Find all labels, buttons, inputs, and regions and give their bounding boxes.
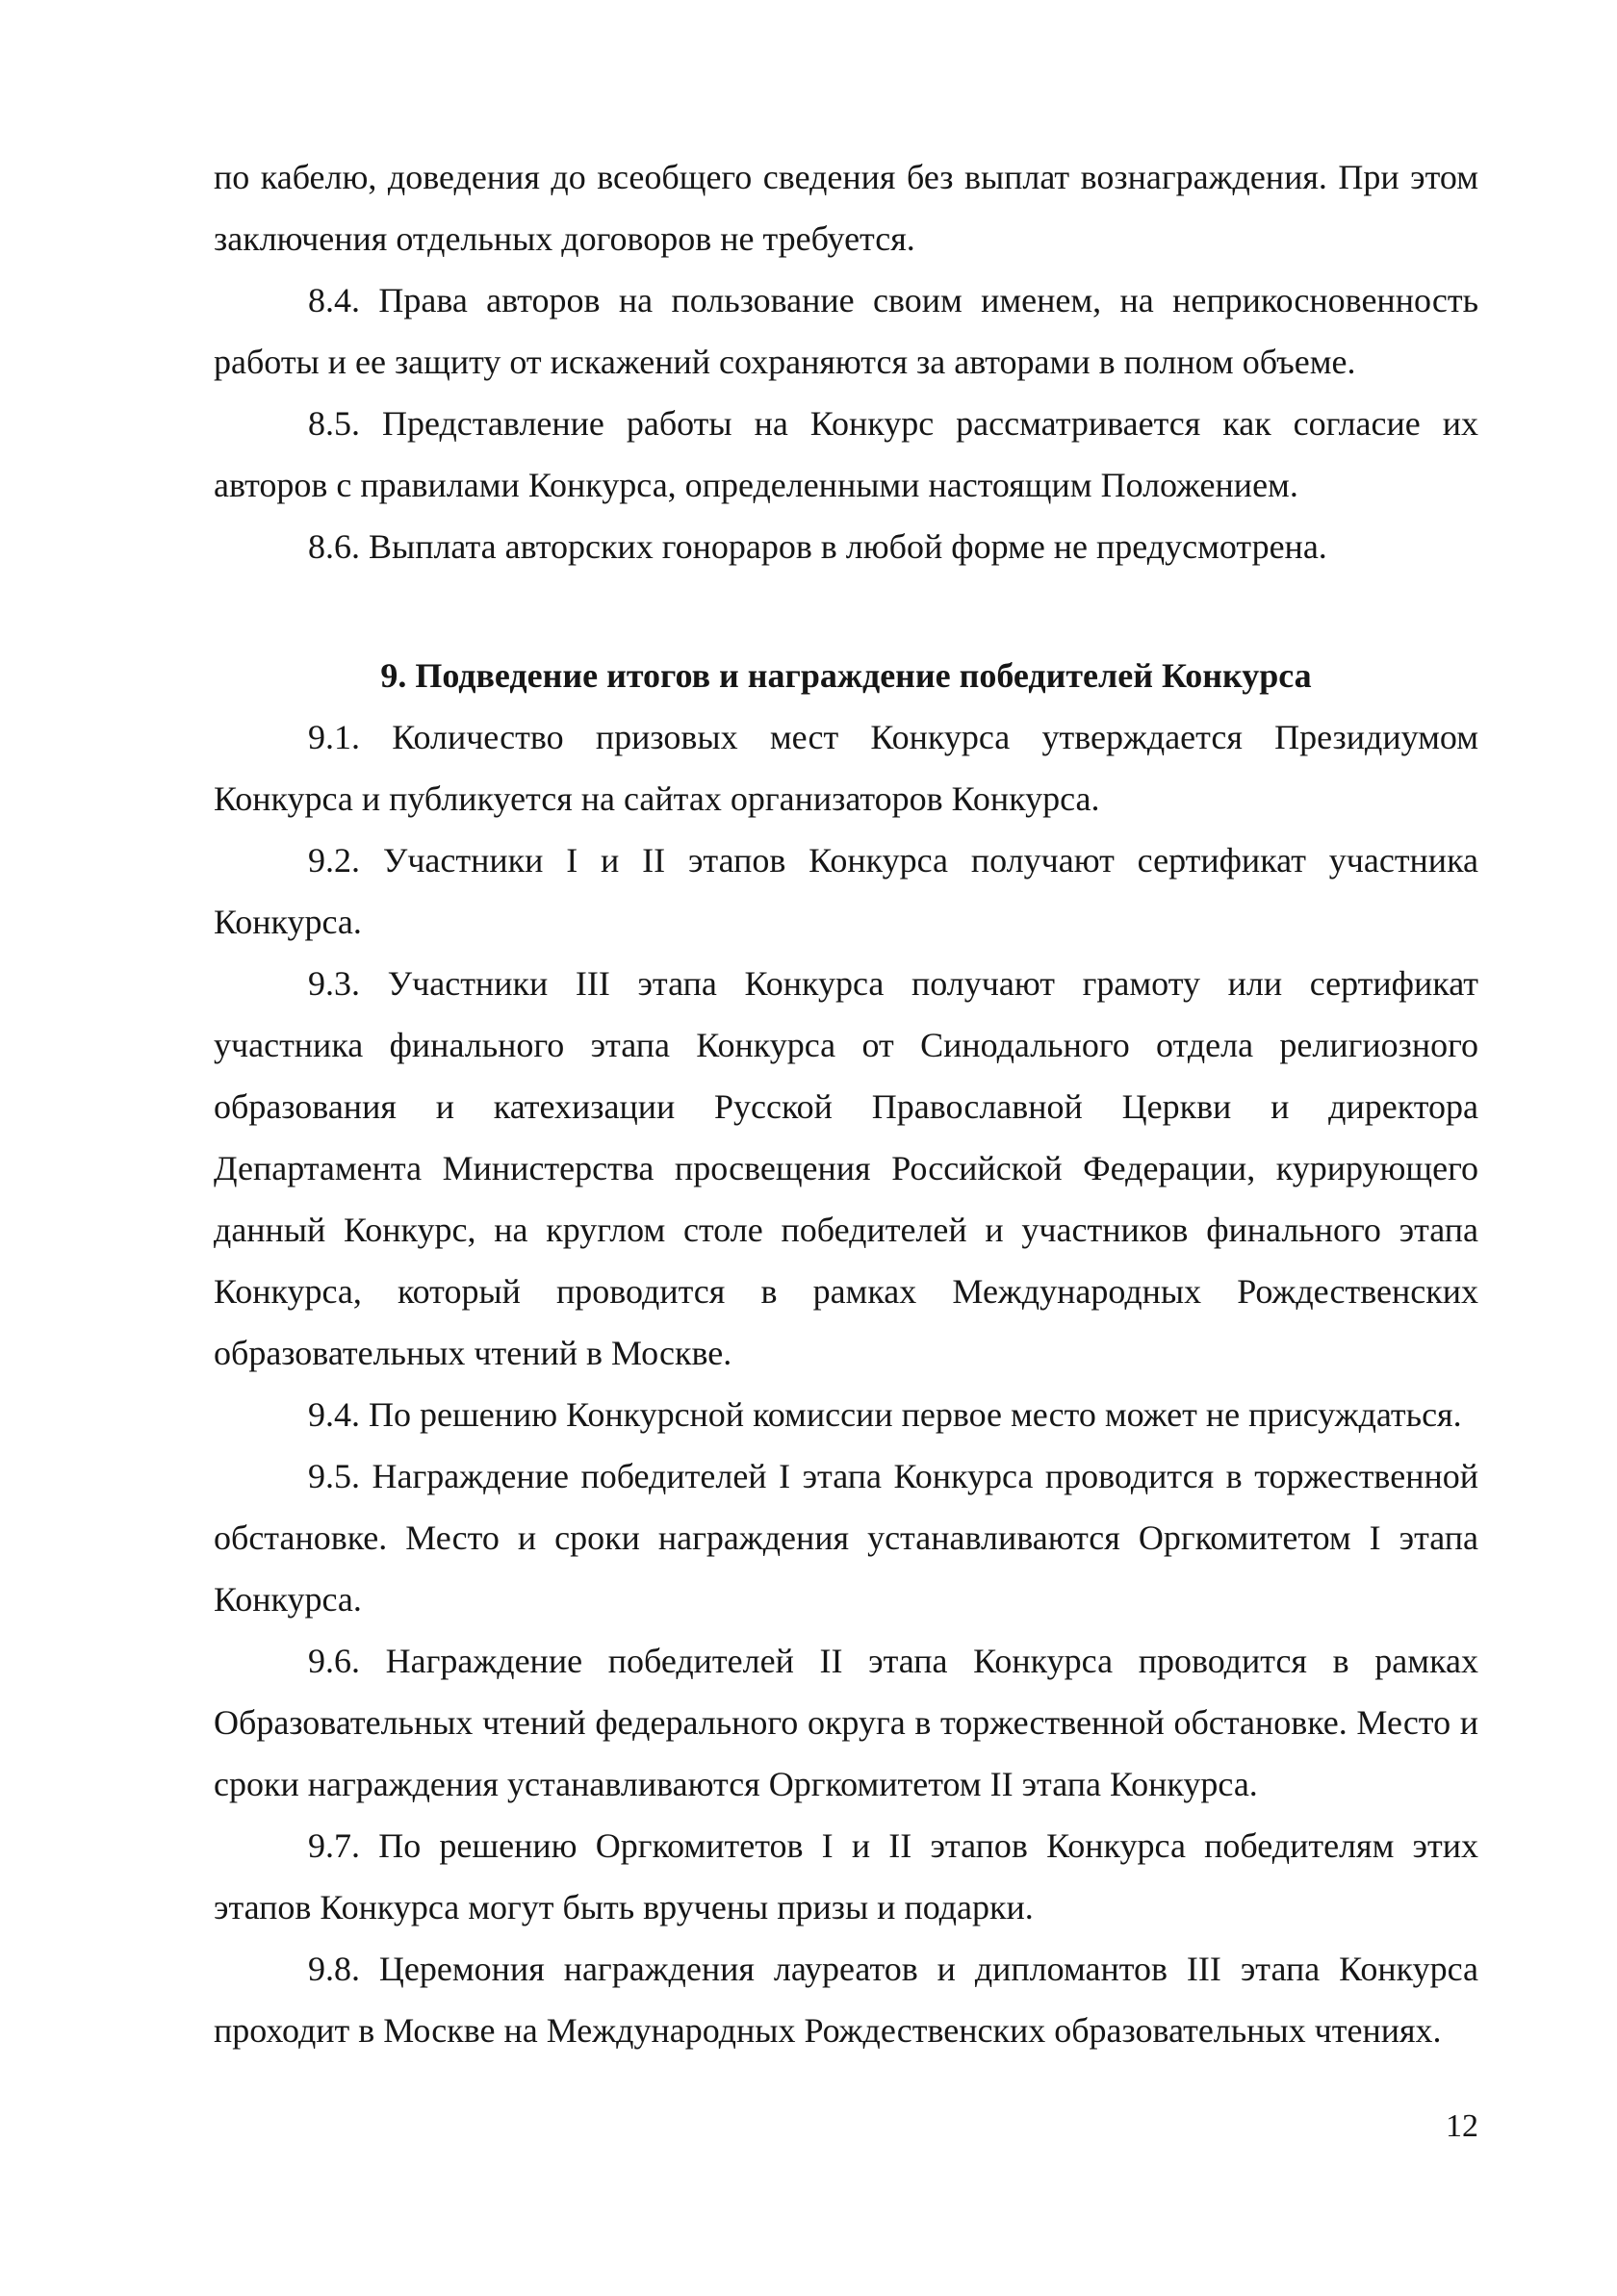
page-number: 12 bbox=[1446, 2108, 1478, 2144]
paragraph-9-3: 9.3. Участники III этапа Конкурса получают грамоту или сертификат участника финального этапа Конкурса от Синодального отдела религиозного образования и катехизации Русской Православной Церкви и директора Департамента Министерства просвещения Российской Федерации, курирующего данный Конкурс, на круглом столе победителей и участников финального этапа Конкурса, который проводится в рамках Международных Рождественских образовательных чтений в Москве. bbox=[214, 964, 1478, 1372]
paragraph-8-5: 8.5. Представление работы на Конкурс рассматривается как согласие их авторов с правилами Конкурса, определенными настоящим Положением. bbox=[214, 404, 1478, 504]
paragraph-9-5: 9.5. Награждение победителей I этапа Конкурса проводится в торжественной обстановке. Место и сроки награждения устанавливаются Оргкомитетом I этапа Конкурса. bbox=[214, 1457, 1478, 1619]
paragraph-9-6: 9.6. Награждение победителей II этапа Конкурса проводится в рамках Образовательных чтений федерального округа в торжественной обстановке. Место и сроки награждения устанавливаются Оргкомитетом II этапа Конкурса. bbox=[214, 1642, 1478, 1803]
page-body bbox=[214, 146, 1478, 2061]
paragraph-9-1: 9.1. Количество призовых мест Конкурса утверждается Президиумом Конкурса и публикуется на сайтах организаторов Конкурса. bbox=[214, 718, 1478, 818]
paragraph-8-4: 8.4. Права авторов на пользование своим именем, на неприкосновенность работы и ее защиту от искажений сохраняются за авторами в полном объеме. bbox=[214, 281, 1478, 381]
section-heading-9: 9. Подведение итогов и награждение победителей Конкурса bbox=[380, 656, 1312, 695]
paragraph-8-6: 8.6. Выплата авторских гонораров в любой форме не предусмотрена. bbox=[308, 527, 1327, 566]
paragraph-9-2: 9.2. Участники I и II этапов Конкурса получают сертификат участника Конкурса. bbox=[214, 841, 1478, 941]
paragraph-continuation: по кабелю, доведения до всеобщего сведения без выплат вознаграждения. При этом заключения отдельных договоров не требуется. bbox=[214, 158, 1478, 258]
paragraph-9-7: 9.7. По решению Оргкомитетов I и II этапов Конкурса победителям этих этапов Конкурса могут быть вручены призы и подарки. bbox=[214, 1826, 1478, 1926]
paragraph-9-4: 9.4. По решению Конкурсной комиссии первое место может не присуждаться. bbox=[308, 1395, 1462, 1434]
paragraph-9-8: 9.8. Церемония награждения лауреатов и дипломантов III этапа Конкурса проходит в Москве на Международных Рождественских образовательных чтениях. bbox=[214, 1950, 1478, 2050]
